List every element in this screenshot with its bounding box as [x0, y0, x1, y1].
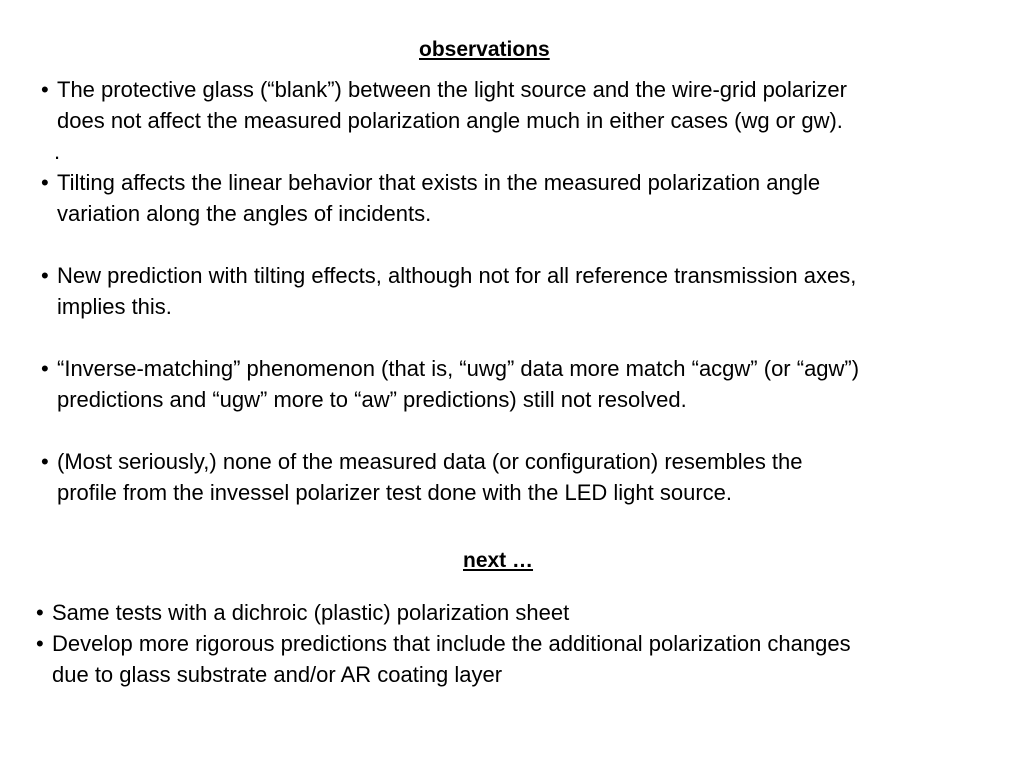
bullet-icon: • — [41, 263, 49, 288]
next-item-2 — [36, 628, 1011, 690]
bullet-icon: • — [41, 356, 49, 381]
spacer — [41, 322, 1016, 353]
observations-list — [41, 74, 1016, 508]
observation-2-line-2: variation along the angles of incidents. — [57, 201, 432, 226]
observation-item-3 — [41, 260, 1016, 322]
observation-1-trailing-dot: . — [54, 139, 61, 164]
observation-item-5 — [41, 446, 1016, 508]
next-list — [36, 597, 1011, 690]
spacer — [41, 229, 1016, 260]
next-1-line-1: Same tests with a dichroic (plastic) polarization sheet — [52, 600, 570, 625]
observation-3-line-1: New prediction with tilting effects, although not for all reference transmission axes, — [57, 263, 857, 288]
next-heading: next … — [463, 549, 534, 572]
observation-4-line-2: predictions and “ugw” more to “aw” predictions) still not resolved. — [57, 387, 687, 412]
spacer — [41, 415, 1016, 446]
bullet-icon: • — [36, 600, 44, 625]
bullet-icon: • — [41, 449, 49, 474]
next-item-1 — [36, 597, 1011, 628]
next-2-line-1: Develop more rigorous predictions that include the additional polarization changes — [52, 631, 851, 656]
observation-item-1 — [41, 74, 1016, 136]
observation-1-line-1: The protective glass (“blank”) between the light source and the wire-grid polarizer — [57, 77, 847, 102]
observation-4-line-1: “Inverse-matching” phenomenon (that is, “uwg” data more match “acgw” (or “agw”) — [57, 356, 860, 381]
observation-1-line-2: does not affect the measured polarization angle much in either cases (wg or gw). — [57, 108, 843, 133]
observation-item-2 — [41, 167, 1016, 229]
bullet-icon: • — [41, 170, 49, 195]
observation-5-line-1: (Most seriously,) none of the measured data (or configuration) resembles the — [57, 449, 803, 474]
observation-item-4 — [41, 353, 1016, 415]
observation-2-line-1: Tilting affects the linear behavior that exists in the measured polarization angle — [57, 170, 821, 195]
observations-heading: observations — [419, 38, 550, 61]
observation-3-line-2: implies this. — [57, 294, 172, 319]
observation-5-line-2: profile from the invessel polarizer test done with the LED light source. — [57, 480, 732, 505]
bullet-icon: • — [41, 77, 49, 102]
next-2-line-2: due to glass substrate and/or AR coating layer — [52, 662, 503, 687]
bullet-icon: • — [36, 631, 44, 656]
